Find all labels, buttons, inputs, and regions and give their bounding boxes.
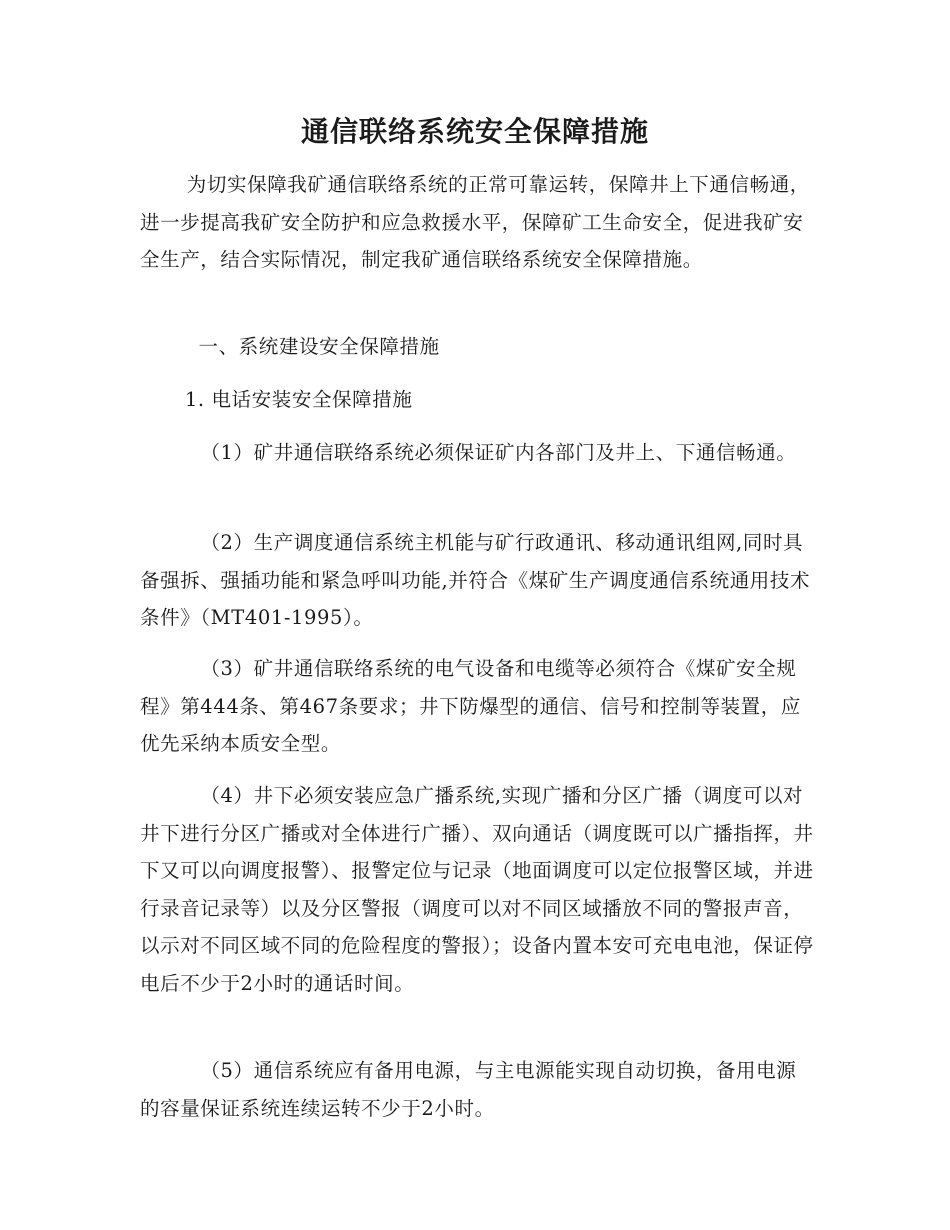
intro-paragraph: 为切实保障我矿通信联络系统的正常可靠运转，保障井上下通信畅通，进一步提高我矿安全防护和应急救援水平，保障矿工生命安全，促进我矿安全生产，结合实际情况，制定我矿通信联络系统安全保障措施。 [140,173,810,271]
list-item: （3）矿井通信联络系统的电气设备和电缆等必须符合《煤矿安全规程》第444条、第467条要求；井下防爆型的通信、信号和控制等装置，应优先采纳本质安全型。 [140,657,801,755]
section-heading: 一、系统建设安全保障措施 [198,335,440,358]
document-title: 通信联络系统安全保障措施 [300,115,649,148]
list-item: （5）通信系统应有备用电源，与主电源能实现自动切换，备用电源的容量保证系统连续运转不少于2小时。 [140,1059,797,1120]
list-item: （2）生产调度通信系统主机能与矿行政通讯、移动通讯组网,同时具备强拆、强插功能和紧急呼叫功能,并符合《煤矿生产调度通信系统通用技术条件》（MT401-1995）。 [140,531,811,629]
list-item: （1）矿井通信联络系统必须保证矿内各部门及井上、下通信畅通。 [200,441,797,464]
subsection-heading: 1. 电话安装安全保障措施 [184,388,413,411]
list-item: （4）井下必须安装应急广播系统,实现广播和分区广播（调度可以对井下进行分区广播或对全体进行广播）、双向通话（调度既可以广播指挥，井下又可以向调度报警）、报警定位与记录（地面调度可以定位报警区域，并进行录音记录等）以及分区警报（调度可以对不同区域播放不同的警报声音，以示对不同区域不同的危险程度的警报）；设备内置本安可充电电池，保证停电后不少于2小时的通话时间。 [140,784,814,995]
